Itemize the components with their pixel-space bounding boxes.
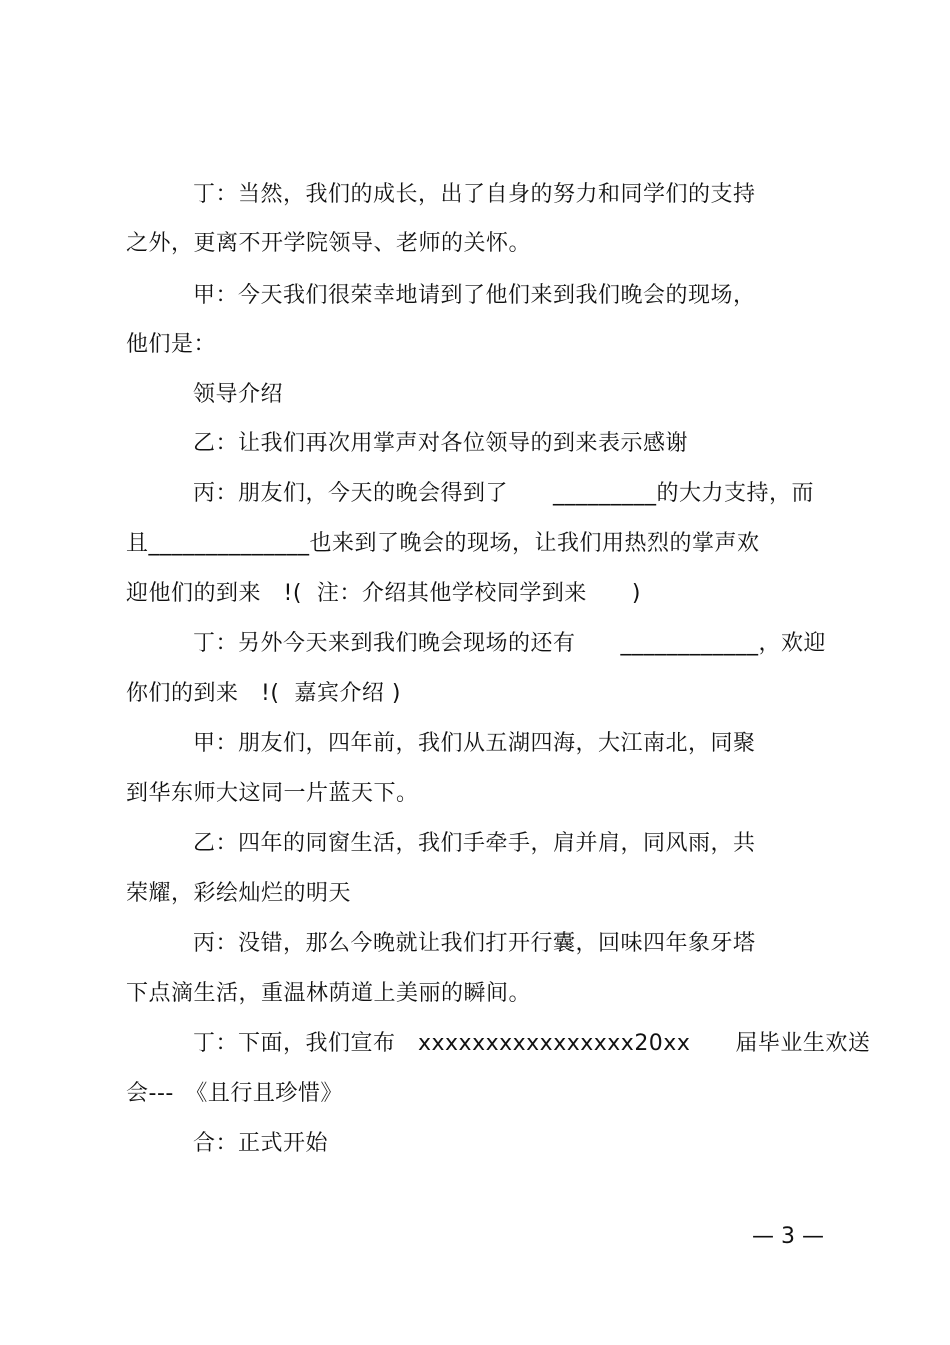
text-line-14: 乙：四年的同窗生活，我们手牵手，肩并肩，同风雨，共	[193, 831, 756, 856]
text-line-15: 荣耀，彩绘灿烂的明天	[126, 881, 352, 906]
text-line-17: 下点滴生活，重温林荫道上美丽的瞬间。	[126, 981, 532, 1006]
text-line-13: 到华东师大这同一片蓝天下。	[126, 781, 419, 806]
text-line-8: 且______________也来到了晚会的现场，让我们用热烈的掌声欢	[126, 531, 760, 556]
text-line-18: 丁：下面，我们宣布 xxxxxxxxxxxxxxxx20xx 届毕业生欢送	[193, 1031, 871, 1056]
text-line-9: 迎他们的到来 !( 注：介绍其他学校同学到来 )	[126, 581, 641, 606]
text-line-12: 甲：朋友们，四年前，我们从五湖四海，大江南北，同聚	[193, 731, 756, 756]
text-line-6: 乙：让我们再次用掌声对各位领导的到来表示感谢	[193, 431, 689, 456]
text-line-20: 合：正式开始	[193, 1131, 329, 1156]
text-line-5: 领导介绍	[193, 382, 284, 407]
text-line-3: 甲：今天我们很荣幸地请到了他们来到我们晚会的现场，	[193, 283, 756, 308]
text-line-7: 丙：朋友们，今天的晚会得到了 _________的大力支持，而	[193, 481, 815, 506]
page-number: — 3 —	[752, 1224, 824, 1249]
text-line-10: 丁：另外今天来到我们晚会现场的还有 ____________，欢迎	[193, 631, 827, 656]
text-line-2: 之外，更离不开学院领导、老师的关怀。	[126, 231, 532, 256]
text-line-11: 你们的到来 !( 嘉宾介绍 )	[126, 681, 401, 706]
text-line-19: 会--- 《且行且珍惜》	[126, 1081, 343, 1106]
text-line-16: 丙：没错，那么今晚就让我们打开行囊，回味四年象牙塔	[193, 931, 756, 956]
text-line-4: 他们是：	[126, 332, 217, 357]
text-line-1: 丁：当然，我们的成长，出了自身的努力和同学们的支持	[193, 182, 756, 207]
